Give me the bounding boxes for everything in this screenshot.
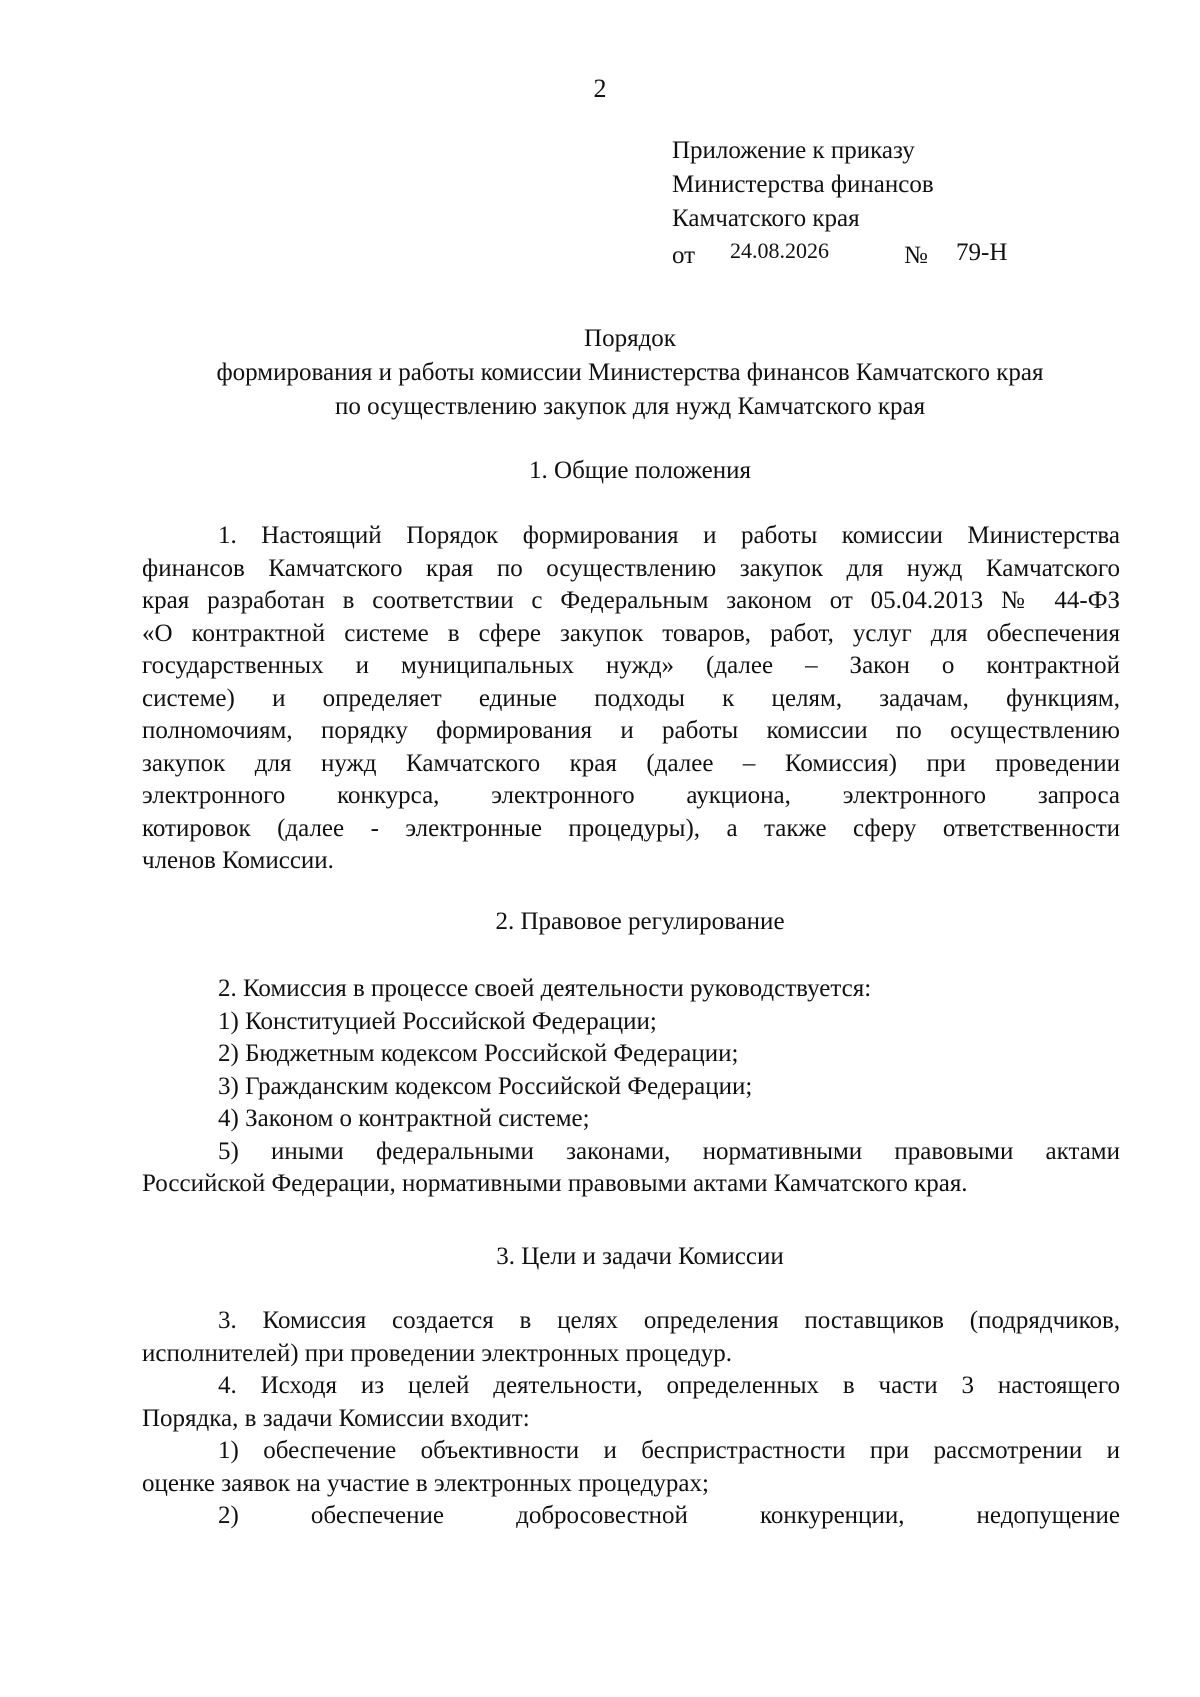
paragraph-line: полномочиям, порядку формирования и работы комиссии по осуществлению bbox=[142, 717, 1120, 744]
paragraph-line: государственных и муниципальных нужд» (далее – Закон о контрактной bbox=[142, 652, 1120, 679]
paragraph-1 bbox=[142, 520, 1120, 878]
title-line-2: формирования и работы комиссии Министерства финансов Камчатского края bbox=[216, 359, 1044, 386]
list-item-continuation: оценке заявок на участие в электронных процедурах; bbox=[142, 1469, 709, 1497]
paragraph-3 bbox=[142, 1305, 1120, 1533]
paragraph-line: 1. Настоящий Порядок формирования и работы комиссии Министерства bbox=[218, 522, 1120, 549]
section-heading-1: 1. Общие положения bbox=[529, 457, 751, 484]
title-line-3: по осуществлению закупок для нужд Камчатского края bbox=[334, 393, 926, 420]
appendix-line-2: Министерства финансов bbox=[672, 171, 934, 198]
paragraph-line: 2. Комиссия в процессе своей деятельности руководствуется: bbox=[218, 975, 872, 1002]
list-item: 1) Конституцией Российской Федерации; bbox=[218, 1007, 657, 1035]
page-number: 2 bbox=[593, 74, 607, 103]
list-item: 2) Бюджетным кодексом Российской Федерации; bbox=[218, 1040, 739, 1067]
paragraph-line: края разработан в соответствии с Федеральным законом от 05.04.2013 № 44-ФЗ bbox=[142, 587, 1120, 614]
document-title bbox=[140, 322, 1120, 424]
list-item: 4) Законом о контрактной системе; bbox=[218, 1105, 590, 1132]
paragraph-2 bbox=[142, 973, 1120, 1201]
list-item: 2) обеспечение добросовестной конкуренции, недопущение bbox=[218, 1502, 1120, 1529]
paragraph-line: 3. Комиссия создается в целях определения поставщиков (подрядчиков, bbox=[218, 1307, 1120, 1334]
paragraph-line: электронного конкурса, электронного аукциона, электронного запроса bbox=[142, 782, 1120, 809]
paragraph-line: Порядка, в задачи Комиссии входит: bbox=[142, 1404, 530, 1432]
paragraph-line: исполнителей) при проведении электронных процедур. bbox=[142, 1339, 733, 1367]
list-item-continuation: Российской Федерации, нормативными правовыми актами Камчатского края. bbox=[142, 1170, 968, 1197]
order-number: 79-Н bbox=[956, 239, 1008, 266]
order-date: 24.08.2026 bbox=[730, 238, 829, 263]
appendix-line-1: Приложение к приказу bbox=[672, 137, 915, 164]
section-heading-2: 2. Правовое регулирование bbox=[495, 908, 785, 935]
appendix-date-line bbox=[672, 236, 1008, 270]
paragraph-line: финансов Камчатского края по осуществлению закупок для нужд Камчатского bbox=[142, 554, 1120, 582]
paragraph-line: системе) и определяет единые подходы к целям, задачам, функциям, bbox=[142, 684, 1120, 712]
list-item: 1) обеспечение объективности и беспристрастности при рассмотрении и bbox=[218, 1437, 1120, 1464]
section-heading-3: 3. Цели и задачи Комиссии bbox=[496, 1243, 784, 1270]
paragraph-line: членов Комиссии. bbox=[142, 847, 334, 874]
paragraph-line: 4. Исходя из целей деятельности, определенных в части 3 настоящего bbox=[218, 1372, 1120, 1399]
paragraph-line: котировок (далее - электронные процедуры), а также сферу ответственности bbox=[142, 814, 1120, 842]
from-label: от bbox=[672, 242, 696, 269]
list-item: 5) иными федеральными законами, нормативными правовыми актами bbox=[218, 1137, 1120, 1165]
paragraph-line: «О контрактной системе в сфере закупок товаров, работ, услуг для обеспечения bbox=[142, 619, 1120, 647]
paragraph-line: закупок для нужд Камчатского края (далее – Комиссия) при проведении bbox=[142, 749, 1120, 777]
list-item: 3) Гражданским кодексом Российской Федерации; bbox=[218, 1072, 753, 1100]
title-line-1: Порядок bbox=[584, 325, 676, 352]
appendix-line-3: Камчатского края bbox=[672, 205, 860, 232]
number-label: № bbox=[904, 242, 928, 269]
appendix-header bbox=[672, 134, 1008, 270]
